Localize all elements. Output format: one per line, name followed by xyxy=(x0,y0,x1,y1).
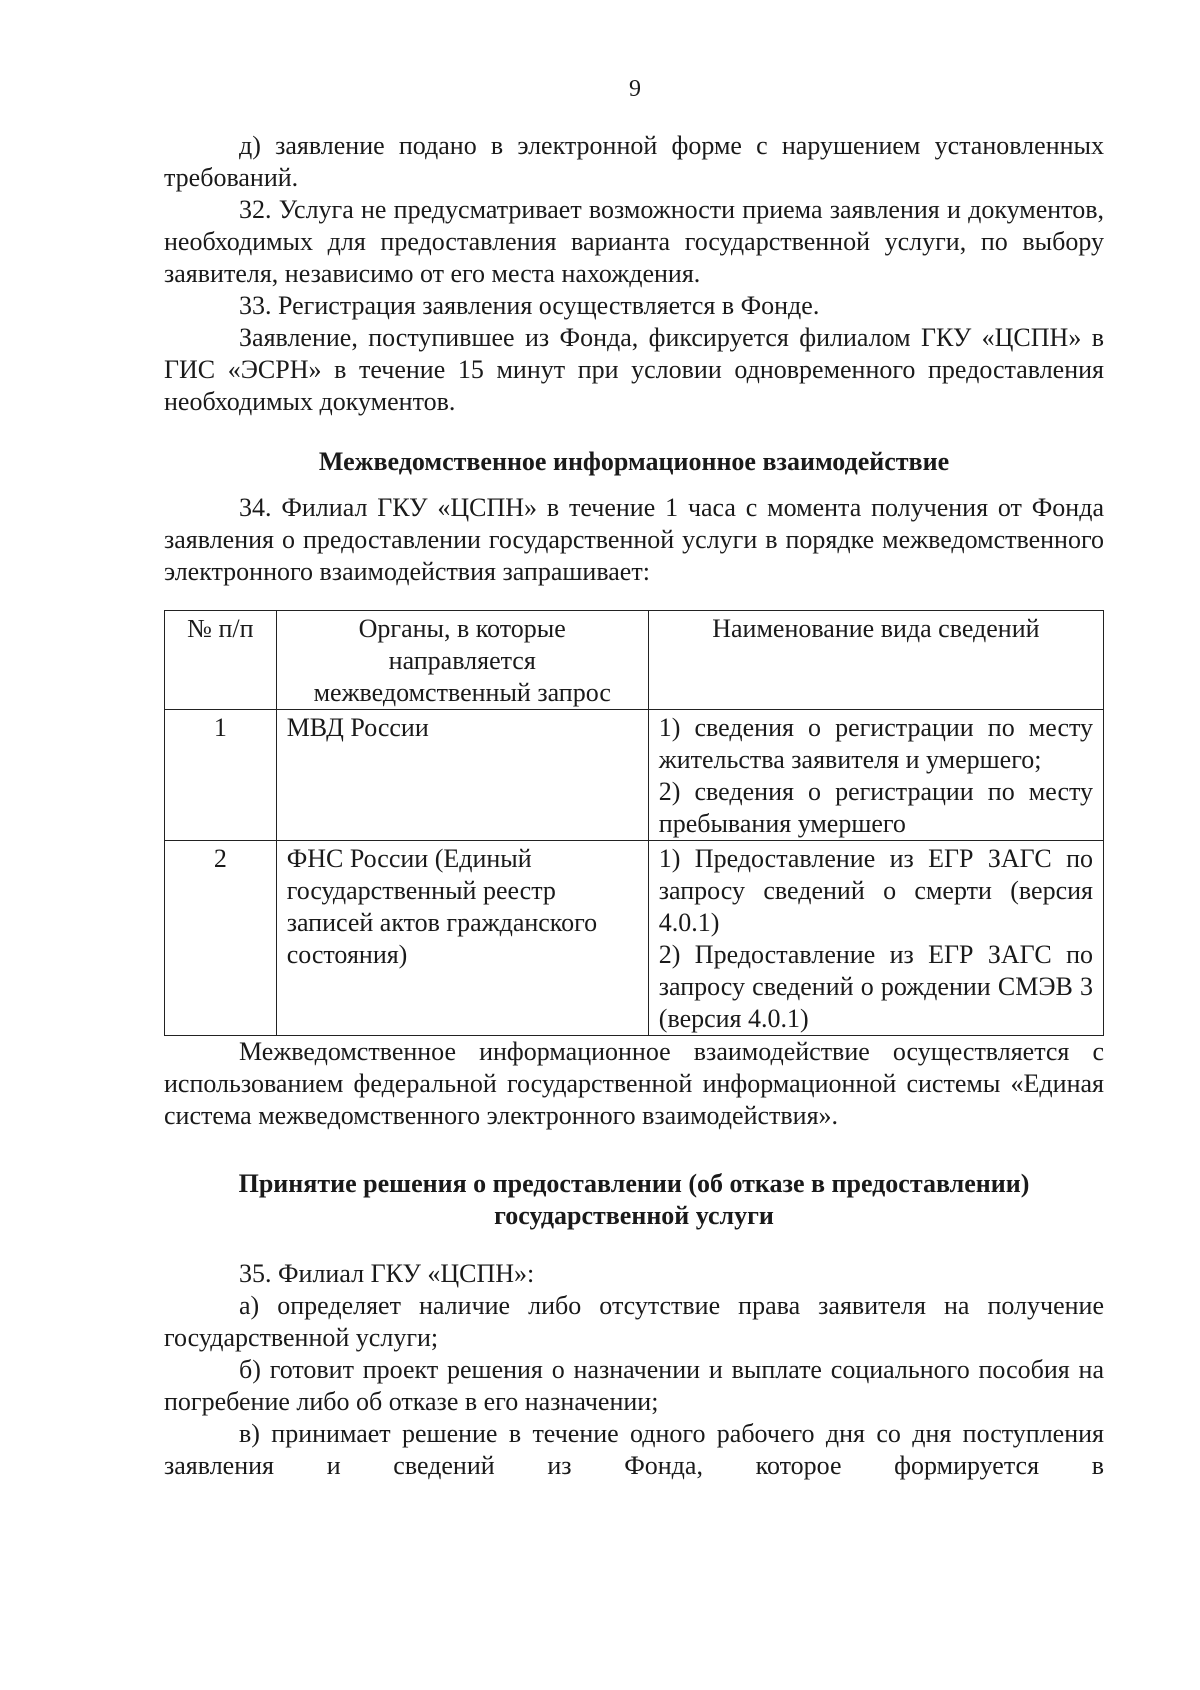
paragraph-33: 33. Регистрация заявления осуществляется в Фонде. xyxy=(239,291,820,320)
paragraph-registration: Заявление, поступившее из Фонда, фиксируется филиалом ГКУ «ЦСПН» в ГИС «ЭСРН» в течение 15 минут при условии одновременного предоставления необходимых документов. xyxy=(164,323,1104,416)
interagency-request-table xyxy=(164,610,1104,1036)
info-item: 2) сведения о регистрации по месту пребывания умершего xyxy=(658,777,1093,838)
info-item: 2) Предоставление из ЕГР ЗАГС по запросу сведений о рождении СМЭВ 3 (версия 4.0.1) xyxy=(658,940,1093,1033)
table-cell-info xyxy=(648,710,1103,841)
paragraph-35-a: а) определяет наличие либо отсутствие права заявителя на получение государственной услуги; xyxy=(164,1291,1104,1352)
table-header-info: Наименование вида сведений xyxy=(648,611,1103,710)
section-heading-decision xyxy=(164,1168,1104,1232)
section-heading-line2: государственной услуги xyxy=(494,1201,774,1230)
paragraph-35: 35. Филиал ГКУ «ЦСПН»: xyxy=(239,1259,535,1288)
table-cell-organ: МВД России xyxy=(276,710,648,841)
paragraph-34: 34. Филиал ГКУ «ЦСПН» в течение 1 часа с момента получения от Фонда заявления о предоставлении государственной услуги в порядке межведомственного электронного взаимодействия запрашивает: xyxy=(164,493,1104,586)
table-cell-info xyxy=(648,841,1103,1036)
document-body xyxy=(164,130,1104,1482)
page-number: 9 xyxy=(629,76,641,102)
paragraph-35-b: б) готовит проект решения о назначении и выплате социального пособия на погребение либо об отказе в его назначении; xyxy=(164,1355,1104,1416)
table-header-num: № п/п xyxy=(165,611,277,710)
paragraph-32: 32. Услуга не предусматривает возможности приема заявления и документов, необходимых для предоставления варианта государственной услуги, по выбору заявителя, независимо от его места нахождения. xyxy=(164,195,1104,288)
table-cell-num: 1 xyxy=(165,710,277,841)
info-item: 1) сведения о регистрации по месту жительства заявителя и умершего; xyxy=(658,713,1093,774)
table-cell-organ: ФНС России (Единый государственный реестр записей актов гражданского состояния) xyxy=(276,841,648,1036)
table-row xyxy=(165,841,1104,1036)
table-row xyxy=(165,710,1104,841)
paragraph-smev: Межведомственное информационное взаимодействие осуществляется с использованием федеральной государственной информационной системы «Единая система межведомственного электронного взаимодействия». xyxy=(164,1037,1104,1130)
table-header-organ: Органы, в которые направляется межведомственный запрос xyxy=(276,611,648,710)
section-heading-interagency: Межведомственное информационное взаимодействие xyxy=(318,447,950,476)
info-item: 1) Предоставление из ЕГР ЗАГС по запросу сведений о смерти (версия 4.0.1) xyxy=(658,844,1093,937)
section-heading-line1: Принятие решения о предоставлении (об отказе в предоставлении) xyxy=(238,1169,1030,1198)
table-cell-num: 2 xyxy=(165,841,277,1036)
table-header-row xyxy=(165,611,1104,710)
paragraph-35-v: в) принимает решение в течение одного рабочего дня со дня поступления заявления и сведений из Фонда, которое формируется в xyxy=(164,1419,1104,1480)
paragraph-d-item: д) заявление подано в электронной форме с нарушением установленных требований. xyxy=(164,131,1104,192)
